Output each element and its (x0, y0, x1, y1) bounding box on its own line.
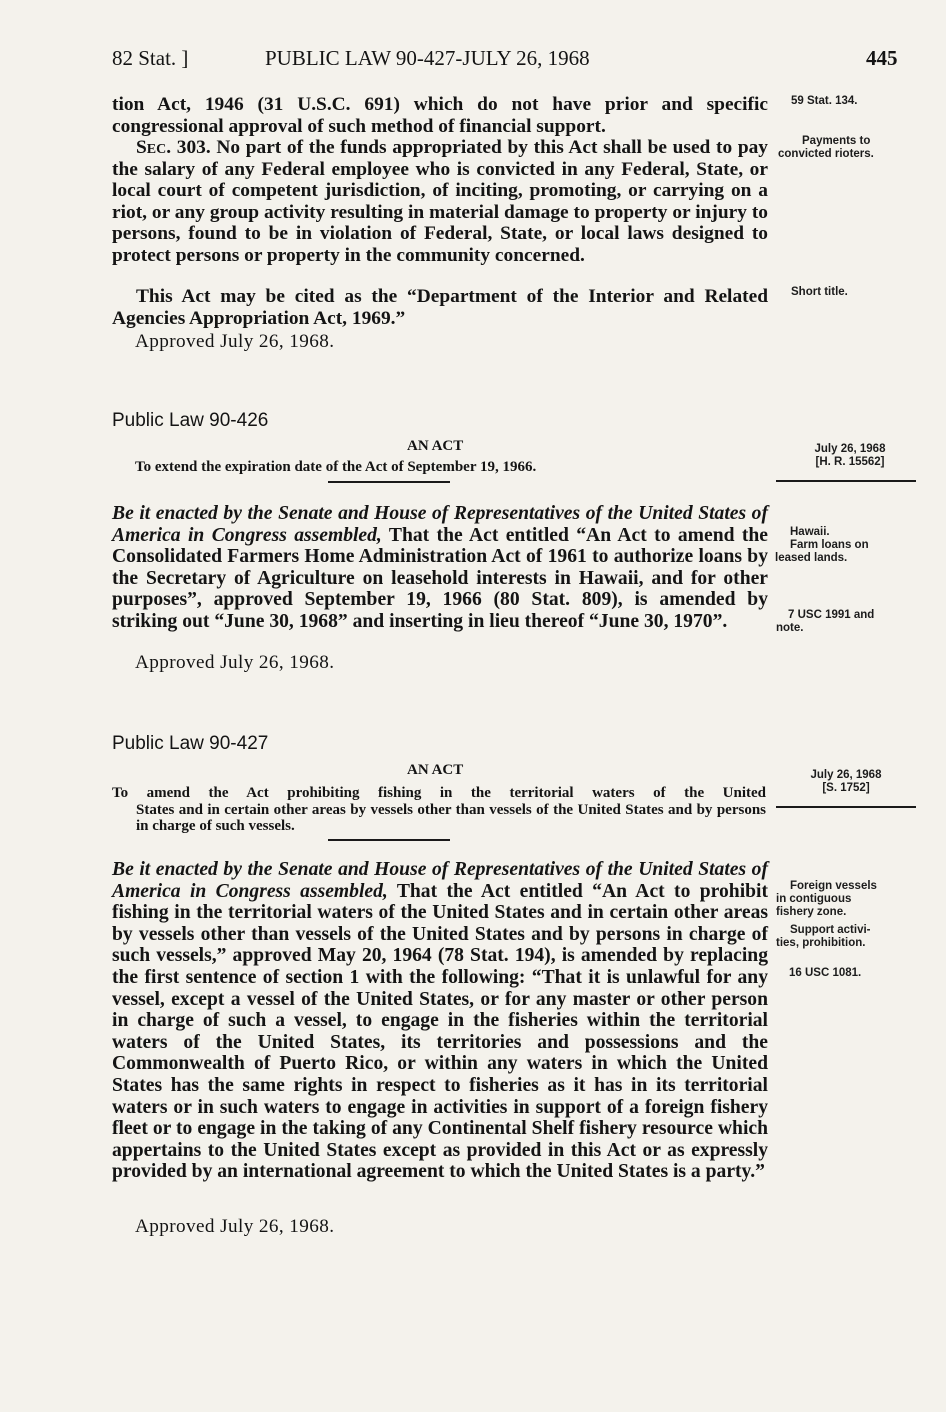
purpose-427 (112, 785, 766, 835)
margin-usc-1081: 16 USC 1081. (789, 967, 862, 979)
approved-date-427: Approved July 26, 1968. (135, 1216, 335, 1237)
margin-foreign-line1: Foreign vessels (790, 880, 877, 892)
divider-427 (328, 839, 450, 841)
enactment-426 (112, 503, 768, 633)
enactment-427 (112, 859, 768, 1183)
purpose-427-rest: States and in certain other areas by vessels other than vessels of the United States and by persons in charge of such vessels. (136, 801, 766, 834)
short-title-paragraph: This Act may be cited as the “Department of the Interior and Related Agencies Appropriation Act, 1969.” (112, 286, 768, 329)
an-act-heading-427: AN ACT (407, 762, 464, 778)
section-303-text: No part of the funds appropriated by this Act shall be used to pay the salary of any Federal employee who is convicted in any Federal, State, or local court of competent jurisdiction, of inciting, promoting, or carrying on a riot, or any group activity resulting in material damage to property or injury to persons, found to be in violation of Federal, State, or local laws designed to protect persons or property in the community concerned. (112, 137, 768, 266)
continuation-paragraph: tion Act, 1946 (31 U.S.C. 691) which do not have prior and specific congressional approval of such method of financial support. (112, 94, 768, 137)
margin-foreign-note (776, 880, 877, 919)
header-stat-ref: 82 Stat. ] (112, 46, 189, 70)
margin-hawaii-note (790, 526, 869, 552)
margin-date-426 (790, 443, 910, 469)
approved-date-prior: Approved July 26, 1968. (135, 331, 335, 352)
page-number: 445 (866, 46, 898, 70)
margin-support-note (776, 924, 871, 950)
margin-divider-427 (776, 806, 916, 808)
an-act-heading-426: AN ACT (407, 438, 464, 454)
margin-date-427-line: July 26, 1968 (810, 769, 882, 781)
purpose-427-line1: To amend the Act prohibiting fishing in the territorial waters of the United (112, 785, 766, 801)
purpose-426: To extend the expiration date of the Act of September 19, 1966. (135, 459, 537, 475)
divider-426 (328, 481, 450, 483)
section-303-paragraph (112, 137, 768, 267)
margin-payments-note (778, 135, 874, 161)
enacting-clause-427: Be it enacted by the Senate and House of Representatives of the United States of America in Congress assembled, (112, 859, 768, 902)
margin-foreign-line3: fishery zone. (776, 906, 847, 918)
section-303-label: Sec. 303. (136, 137, 211, 158)
margin-date-427 (786, 769, 906, 795)
margin-farm-line1: Farm loans on (790, 539, 869, 551)
header-title: PUBLIC LAW 90-427-JULY 26, 1968 (265, 46, 590, 70)
margin-payments-line2: convicted rioters. (778, 148, 874, 160)
body-427: That the Act entitled “An Act to prohibit fishing in the territorial waters of the United States and in certain other areas by vessels other than vessels of the United States and by persons in charge of such vessels,” approved May 20, 1964 (78 Stat. 194), is amended by replacing the first sentence of section 1 with the following: “That it is unlawful for any vessel, except a vessel of the United States, or for any master or other person in charge of such a vessel, to engage in the fisheries within the territorial waters of the United States, its territories and possessions and the Commonwealth of Puerto Rico, or within any waters in which the United States has the same rights in respect to fisheries as it has in its territorial waters or in such waters to engage in activities in support of a foreign fishery fleet or to engage in the taking of any Continental Shelf fishery resource which appertains to the United States except as provided in this Act or as expressly provided by an international agreement to which the United States is a party.” (112, 880, 768, 1183)
margin-stat-ref: 59 Stat. 134. (791, 95, 858, 107)
margin-payments-line1: Payments to (802, 135, 871, 147)
enacting-clause-426: Be it enacted by the Senate and House of Representatives of the United States of America in Congress assembled, (112, 503, 768, 546)
margin-hawaii: Hawaii. (790, 526, 830, 538)
margin-farm-line2: leased lands. (775, 552, 848, 564)
margin-usc-1991: 7 USC 1991 and (788, 609, 875, 621)
public-law-90-427-heading: Public Law 90-427 (112, 733, 269, 754)
approved-date-426: Approved July 26, 1968. (135, 652, 335, 673)
margin-foreign-line2: in contiguous (776, 893, 852, 905)
margin-support-line1: Support activi- (790, 924, 871, 936)
margin-usc-1991-note: note. (776, 622, 804, 634)
margin-divider-426 (776, 480, 916, 482)
public-law-90-426-heading: Public Law 90-426 (112, 410, 269, 431)
body-426: That the Act entitled “An Act to amend the Consolidated Farmers Home Administration Act of 1961 to authorize loans by the Secretary of Agriculture on leasehold interests in Hawaii, and for other purposes”, approved September 19, 1966 (80 Stat. 809), is amended by striking out “June 30, 1968” and inserting in lieu thereof “June 30, 1970”. (112, 524, 768, 632)
margin-date-426-line: July 26, 1968 (814, 443, 886, 455)
margin-support-line2: ties, prohibition. (776, 937, 866, 949)
margin-bill-427: [S. 1752] (822, 782, 870, 794)
margin-short-title: Short title. (791, 286, 848, 298)
margin-bill-426: [H. R. 15562] (815, 456, 885, 468)
